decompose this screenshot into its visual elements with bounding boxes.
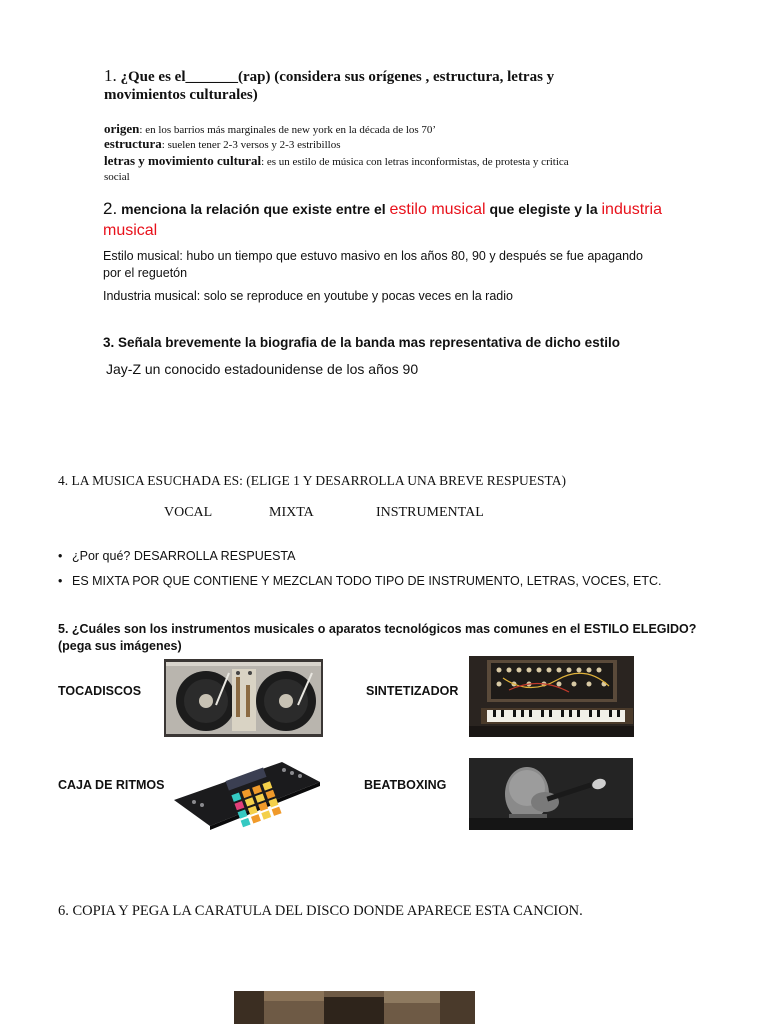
bullet-dot: •: [58, 549, 63, 563]
question-3-title: 3. Señala brevemente la biografia de la banda mas representativa de dicho estilo: [103, 335, 620, 350]
industria-musical-answer: Industria musical: solo se reproduce en youtube y pocas veces en la radio: [103, 289, 513, 303]
option-mixta: MIXTA: [269, 505, 314, 520]
estilo-musical-line2: por el reguetón: [103, 266, 188, 280]
question-1-number: 1.: [104, 66, 117, 85]
option-vocal: VOCAL: [164, 505, 213, 520]
question-5-title-line2: (pega sus imágenes): [58, 639, 182, 653]
question-6-title: 6. COPIA Y PEGA LA CARATULA DEL DISCO DONDE APARECE ESTA CANCION.: [58, 903, 583, 919]
label-tocadiscos: TOCADISCOS: [58, 684, 142, 698]
highlight-musical: musical: [103, 222, 158, 239]
bullet-por-que-text: ¿Por qué? DESARROLLA RESPUESTA: [72, 549, 296, 563]
album-cover-image: [234, 991, 475, 1024]
question-1-title: [104, 67, 624, 104]
origen-text: : en los barrios más marginales de new york en la década de los 70’: [139, 124, 437, 136]
question-5-title: [58, 621, 698, 655]
estructura-label: estructura: [104, 136, 162, 151]
bullet-respuesta: [58, 574, 661, 588]
estructura-answer: [104, 136, 684, 153]
highlight-estilo-musical: estilo musical: [389, 201, 486, 218]
question-3-answer: Jay-Z un conocido estadounidense de los años 90: [106, 361, 419, 377]
origen-label: origen: [104, 121, 140, 136]
letras-label: letras y movimiento cultural: [104, 153, 262, 168]
turntables-image: [164, 659, 323, 737]
question-2-text-a: menciona la relación que existe entre el: [117, 201, 390, 217]
estructura-text: : suelen tener 2-3 versos y 2-3 estribillos: [161, 139, 341, 151]
question-2-title: [103, 198, 703, 241]
label-beatboxing: BEATBOXING: [364, 778, 447, 792]
question-1-title-line2: movimientos culturales): [104, 87, 258, 103]
bullet-dot: •: [58, 574, 63, 588]
option-instrumental: INSTRUMENTAL: [376, 505, 484, 520]
question-5-title-line1: 5. ¿Cuáles son los instrumentos musicales o aparatos tecnológicos mas comunes en el ESTILO ELEGIDO?: [58, 622, 697, 636]
letras-text: : es un estilo de música con letras inconformistas, de protesta y critica: [261, 156, 569, 168]
label-caja-de-ritmos: CAJA DE RITMOS: [58, 778, 165, 792]
highlight-industria: industria: [601, 201, 662, 218]
bullet-por-que: [58, 549, 295, 563]
estilo-musical-answer: [103, 248, 683, 282]
question-1-title-line1: ¿Que es el_______(rap) (considera sus orígenes , estructura, letras y: [120, 69, 555, 85]
letras-text-line2: social: [104, 171, 130, 183]
bullet-respuesta-text: ES MIXTA POR QUE CONTIENE Y MEZCLAN TODO TIPO DE INSTRUMENTO, LETRAS, VOCES, ETC.: [72, 574, 662, 588]
label-sintetizador: SINTETIZADOR: [366, 684, 459, 698]
estilo-musical-line1: Estilo musical: hubo un tiempo que estuvo masivo en los años 80, 90 y después se fue apagando: [103, 249, 643, 263]
synthesizer-image: [469, 656, 634, 737]
beatboxer-image: [469, 758, 633, 830]
question-2-number: 2.: [103, 199, 118, 218]
letras-answer: [104, 153, 684, 185]
question-4-title: 4. LA MUSICA ESUCHADA ES: (ELIGE 1 Y DESARROLLA UNA BREVE RESPUESTA): [58, 473, 566, 488]
drum-machine-image: [164, 756, 324, 832]
question-2-text-b: que elegiste y la: [485, 201, 602, 217]
